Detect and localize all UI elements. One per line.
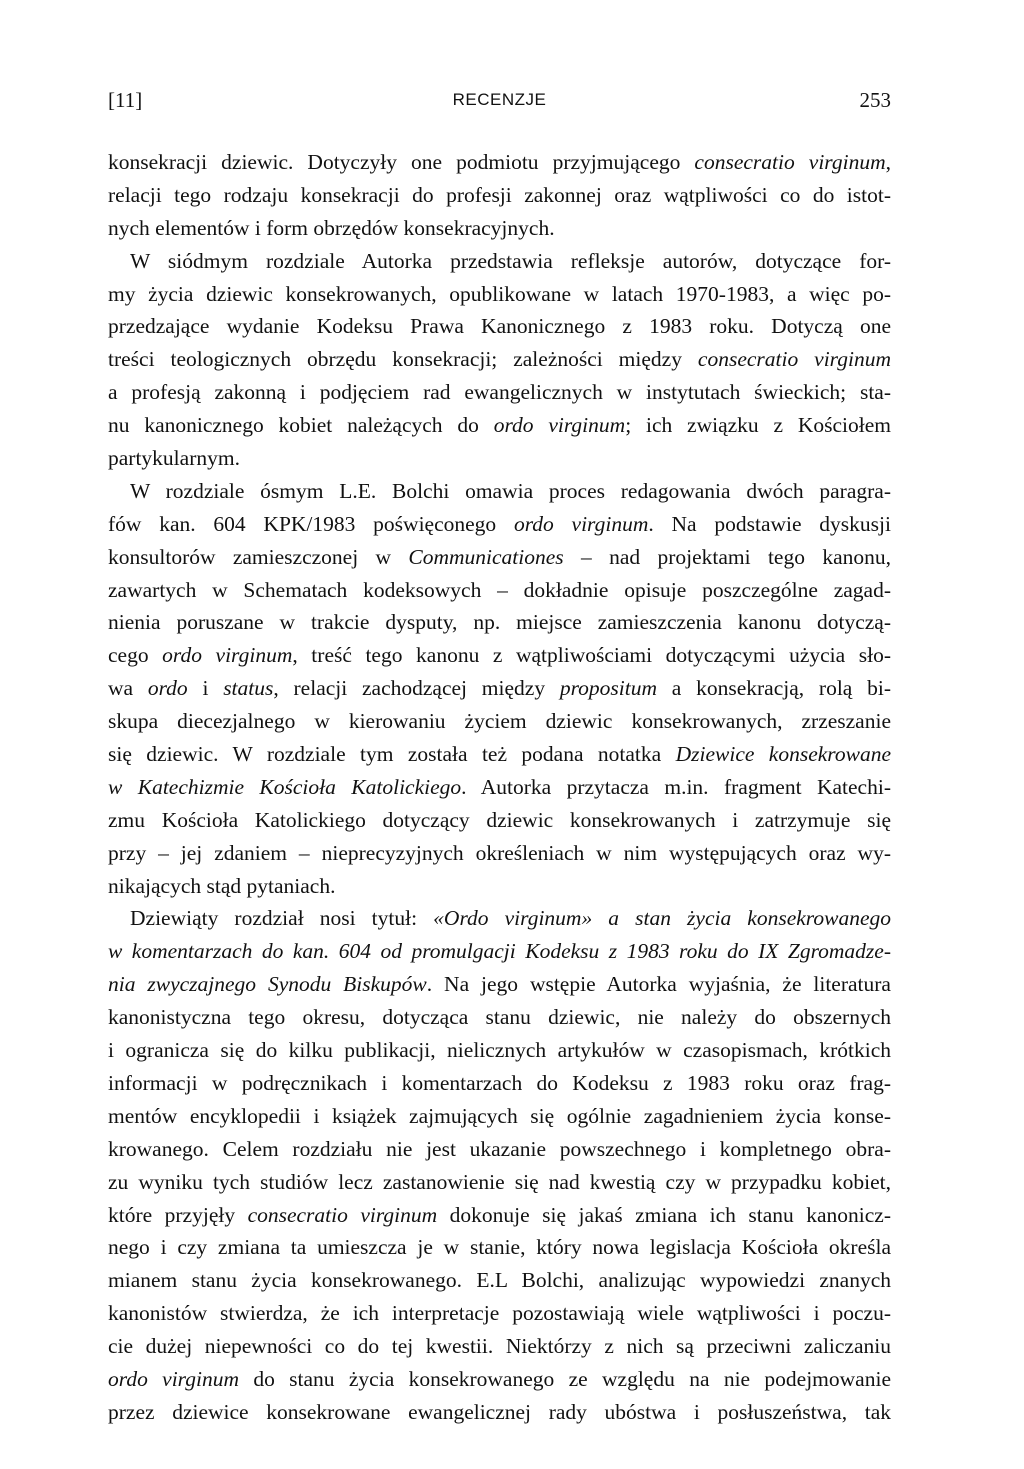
italic-text: consecratio virginum <box>247 1202 438 1227</box>
text-segment: dokonuje się jakaś zmiana ich stanu kanonicz- <box>437 1202 892 1227</box>
text-line <box>108 179 891 212</box>
text-segment: kanonistyczna tego okresu, dotycząca stanu dziewic, nie należy do obszernych <box>108 1005 891 1030</box>
text-line <box>108 606 891 639</box>
text-segment: mianem stanu życia konsekrowanego. E.L Bolchi, analizując wypowiedzi znanych <box>108 1268 891 1293</box>
italic-text: Communicationes <box>408 544 564 569</box>
text-line <box>108 409 891 442</box>
body-text <box>108 146 891 1429</box>
text-line <box>108 278 891 311</box>
text-segment: informacji w podręcznikach i komentarzach do Kodeksu z 1983 roku oraz frag- <box>108 1070 891 1095</box>
text-line <box>108 1067 891 1100</box>
italic-text: ordo virginum <box>162 643 293 668</box>
text-segment: przez dziewice konsekrowane ewangelicznej rady ubóstwa i posłuszeństwa, tak <box>108 1399 891 1424</box>
text-line <box>108 212 891 245</box>
text-segment: cego <box>108 643 163 668</box>
text-segment: i ogranicza się do kilku publikacji, nielicznych artykułów w czasopismach, krótkich <box>108 1038 891 1063</box>
text-segment: konsekracji dziewic. Dotyczyły one podmiotu przyjmującego <box>108 150 695 174</box>
text-line <box>108 902 891 935</box>
italic-text: ordo virginum <box>108 1366 239 1391</box>
text-line <box>108 639 891 672</box>
text-line <box>108 1133 891 1166</box>
text-segment: ; ich związku z Kościołem <box>625 413 892 438</box>
text-line <box>108 310 891 343</box>
text-line <box>108 837 891 870</box>
text-line <box>108 705 891 738</box>
text-segment: które przyjęły <box>108 1202 248 1227</box>
page-number: 253 <box>859 88 891 112</box>
text-line <box>108 508 891 541</box>
text-line <box>108 968 891 1001</box>
text-line <box>108 343 891 376</box>
italic-text: ordo virginum <box>493 413 626 438</box>
section-number: [11] <box>108 88 143 112</box>
text-line <box>108 1297 891 1330</box>
italic-text: w komentarzach do kan. 604 od promulgacji Kodeksu z 1983 roku do IX Zgromadze- <box>108 939 891 964</box>
text-segment: kanonistów stwierdza, że ich interpretacje pozostawiają wiele wątpliwości i poczu- <box>108 1301 891 1326</box>
text-line <box>108 146 891 179</box>
text-line <box>108 475 891 508</box>
text-segment: nu kanonicznego kobiet należących do <box>108 413 494 438</box>
text-segment: treści teologicznych obrzędu konsekracji; zależności między <box>108 347 698 372</box>
italic-text: ordo <box>147 676 188 701</box>
text-line <box>108 541 891 574</box>
text-segment: skupa diecezjalnego w kierowaniu życiem dziewic konsekrowanych, zrzeszanie <box>108 709 891 734</box>
text-line <box>108 1264 891 1297</box>
text-line <box>108 672 891 705</box>
text-segment: my życia dziewic konsekrowanych, opublikowane w latach 1970-1983, a więc po- <box>108 281 891 306</box>
text-segment: do stanu życia konsekrowanego ze względu na nie podejmowanie <box>239 1366 891 1391</box>
italic-text: nia zwyczajnego Synodu Biskupów <box>108 972 427 997</box>
text-segment: relacji tego rodzaju konsekracji do profesji zakonnej oraz wątpliwości co do istot- <box>108 182 891 207</box>
text-segment: zawartych w Schematach kodeksowych – dokładnie opisuje poszczególne zagad- <box>108 577 891 602</box>
text-line <box>108 1001 891 1034</box>
text-line <box>108 1363 891 1396</box>
text-segment: nienia poruszane w trakcie dysputy, np. miejsce zamieszczenia kanonu dotyczą- <box>108 610 891 635</box>
text-segment: się dziewic. W rozdziale tym została też podana notatka <box>108 742 676 767</box>
text-segment: zu wyniku tych studiów lecz zastanowienie się nad kwestią czy w przypadku kobiet, <box>108 1169 891 1194</box>
text-segment: W siódmym rozdziale Autorka przedstawia refleksje autorów, dotyczące for- <box>130 248 891 273</box>
italic-text: Dziewice konsekrowane <box>675 742 892 767</box>
text-segment: nego i czy zmiana ta umieszcza je w stanie, który nowa legislacja Kościoła określa <box>108 1235 891 1260</box>
italic-text: consecratio virginum <box>694 150 886 174</box>
text-segment: W rozdziale ósmym L.E. Bolchi omawia proces redagowania dwóch paragra- <box>130 478 891 503</box>
text-segment: a profesją zakonną i podjęciem rad ewangelicznych w instytutach świeckich; sta- <box>108 380 891 405</box>
running-title: RECENZJE <box>452 90 547 109</box>
text-line <box>108 376 891 409</box>
text-segment: nych elementów i form obrzędów konsekracyjnych. <box>108 215 555 240</box>
text-segment: , <box>885 150 891 174</box>
text-segment: , treść tego kanonu z wątpliwościami dotyczącymi użycia sło- <box>292 643 891 668</box>
text-segment: wa <box>108 676 148 701</box>
text-line <box>108 1396 891 1429</box>
text-line <box>108 1100 891 1133</box>
text-segment: , relacji zachodzącej między <box>273 676 560 701</box>
text-segment: a konsekracją, rolą bi- <box>657 676 891 701</box>
text-line <box>108 935 891 968</box>
text-line <box>108 574 891 607</box>
running-header <box>108 84 891 116</box>
text-segment: Dziewiąty rozdział nosi tytuł: <box>130 906 434 931</box>
text-line <box>108 804 891 837</box>
text-segment: partykularnym. <box>108 446 240 471</box>
text-line <box>108 771 891 804</box>
text-line <box>108 245 891 278</box>
text-segment: fów kan. 604 KPK/1983 poświęconego <box>108 511 514 536</box>
text-line <box>108 1166 891 1199</box>
text-segment: . Na podstawie dyskusji <box>648 511 891 536</box>
text-segment: krowanego. Celem rozdziału nie jest ukazanie powszechnego i kompletnego obra- <box>108 1136 891 1161</box>
text-line <box>108 1231 891 1264</box>
text-line <box>108 1330 891 1363</box>
italic-text: status <box>223 676 274 701</box>
text-segment: – nad projektami tego kanonu, <box>563 544 891 569</box>
text-segment: nikających stąd pytaniach. <box>108 873 336 898</box>
text-segment: zmu Kościoła Katolickiego dotyczący dziewic konsekrowanych i zatrzymuje się <box>108 807 891 832</box>
text-segment: . Na jego wstępie Autorka wyjaśnia, że literatura <box>426 972 891 997</box>
italic-text: «Ordo virginum» a stan życia konsekrowanego <box>433 906 891 931</box>
italic-text: consecratio virginum <box>697 347 891 372</box>
italic-text: propositum <box>559 676 658 701</box>
text-line <box>108 1034 891 1067</box>
italic-text: w Katechizmie Kościoła Katolickiego <box>108 774 462 799</box>
text-segment: konsultorów zamieszczonej w <box>108 544 409 569</box>
text-line <box>108 870 891 903</box>
text-line <box>108 442 891 475</box>
text-segment: i <box>187 676 224 701</box>
text-line <box>108 1199 891 1232</box>
text-segment: cie dużej niepewności co do tej kwestii. Niektórzy z nich są przeciwni zaliczaniu <box>108 1334 891 1359</box>
text-line <box>108 738 891 771</box>
text-segment: . Autorka przytacza m.in. fragment Katechi- <box>461 774 891 799</box>
text-segment: mentów encyklopedii i książek zajmujących się ogólnie zagadnieniem życia konse- <box>108 1103 891 1128</box>
italic-text: ordo virginum <box>513 511 649 536</box>
text-segment: przedzające wydanie Kodeksu Prawa Kanonicznego z 1983 roku. Dotyczą one <box>108 314 891 339</box>
text-segment: przy – jej zdaniem – nieprecyzyjnych określeniach w nim występujących oraz wy- <box>108 840 891 865</box>
